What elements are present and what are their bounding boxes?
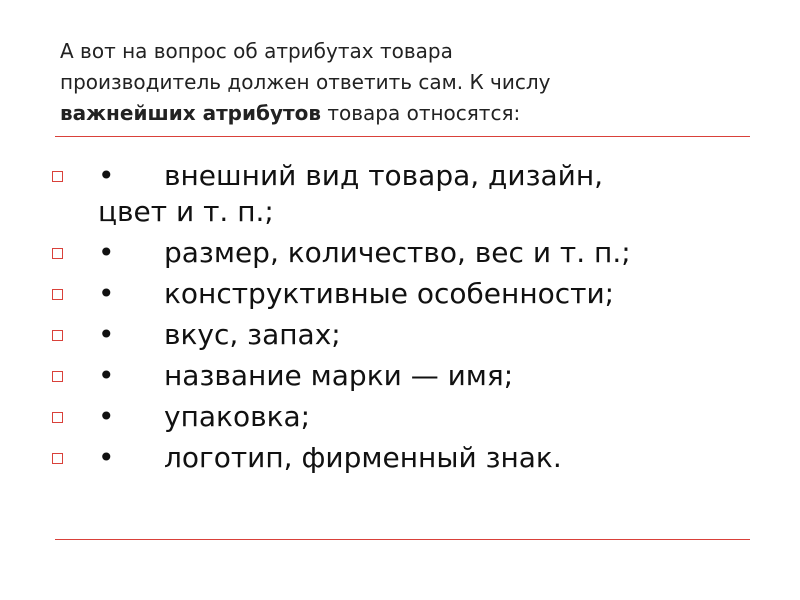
list-item-text-continued: цвет и т. п.; — [98, 195, 274, 228]
bullet-dot: • — [98, 277, 115, 310]
bullet-dot: • — [98, 318, 115, 351]
title-tail: товара относятся: — [320, 101, 521, 125]
list-item — [52, 440, 752, 476]
list-item-text: конструктивные особенности; — [164, 277, 615, 310]
list-item — [52, 317, 752, 353]
list-item-text: упаковка; — [164, 400, 311, 433]
list-item-text: внешний вид товара, дизайн, — [164, 159, 604, 192]
square-bullet-icon — [52, 171, 63, 182]
square-bullet-icon — [52, 330, 63, 341]
list-item-text: название марки — имя; — [164, 359, 514, 392]
list-item — [52, 358, 752, 394]
bottom-divider — [55, 539, 750, 540]
list-item — [52, 235, 752, 271]
bullet-dot: • — [98, 159, 115, 192]
title-line-2: производитель должен ответить сам. К числу — [60, 70, 551, 94]
square-bullet-icon — [52, 412, 63, 423]
title-bold-phrase: важнейших атрибутов — [60, 101, 321, 125]
square-bullet-icon — [52, 248, 63, 259]
square-bullet-icon — [52, 371, 63, 382]
top-divider — [55, 136, 750, 137]
bullet-dot: • — [98, 236, 115, 269]
list-item-text: вкус, запах; — [164, 318, 341, 351]
list-item — [52, 158, 752, 230]
slide-title — [60, 36, 750, 129]
bullet-dot: • — [98, 441, 115, 474]
square-bullet-icon — [52, 289, 63, 300]
title-line-1: А вот на вопрос об атрибутах товара — [60, 39, 453, 63]
list-item — [52, 276, 752, 312]
attribute-list — [52, 158, 752, 481]
list-item-text: размер, количество, вес и т. п.; — [164, 236, 631, 269]
square-bullet-icon — [52, 453, 63, 464]
list-item-text: логотип, фирменный знак. — [164, 441, 562, 474]
list-item — [52, 399, 752, 435]
bullet-dot: • — [98, 359, 115, 392]
bullet-dot: • — [98, 400, 115, 433]
